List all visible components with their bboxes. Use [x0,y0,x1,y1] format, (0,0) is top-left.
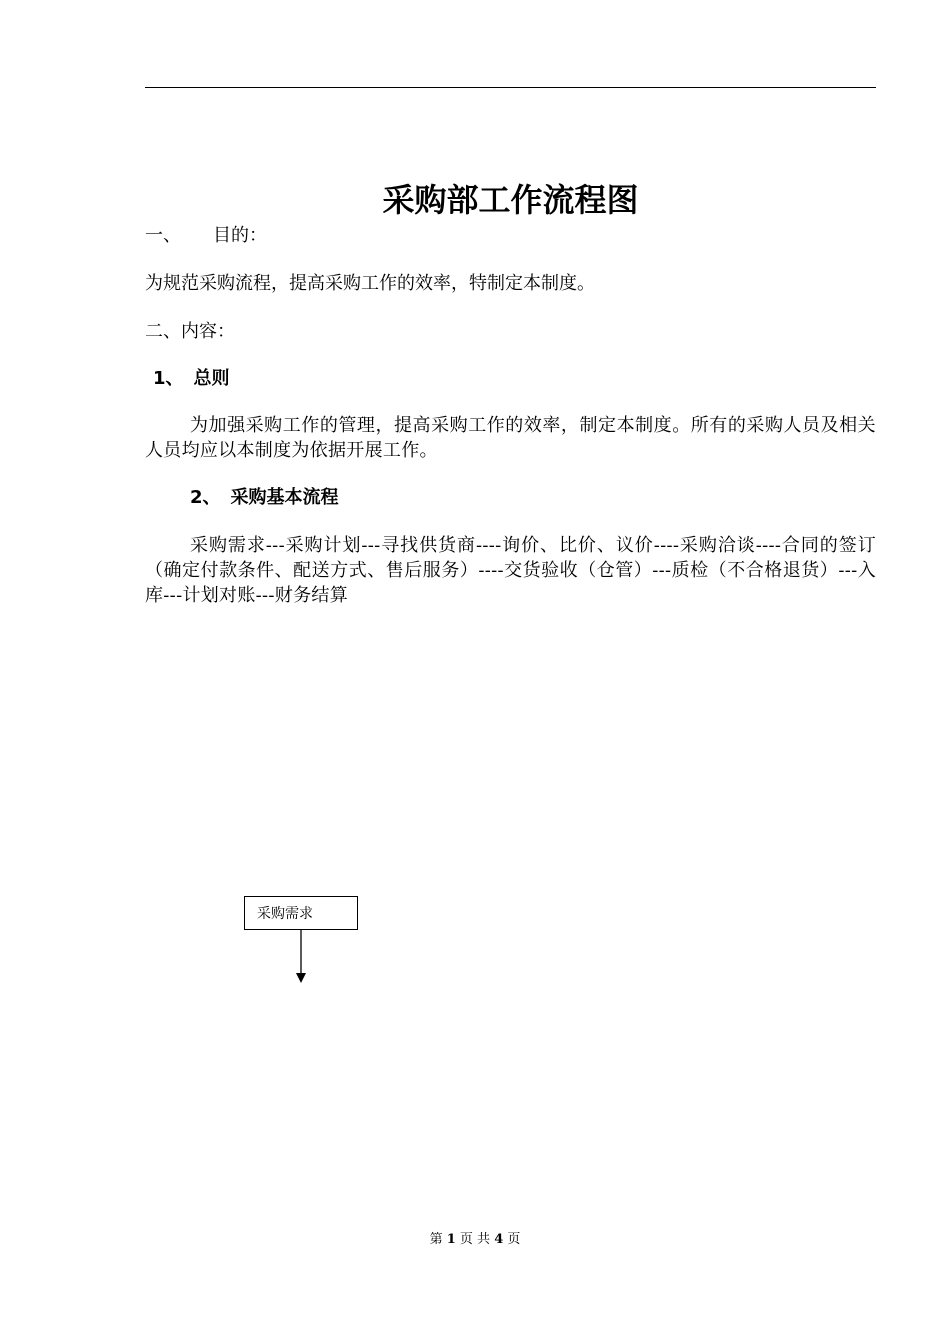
section-purpose-heading: 目的： [213,225,267,246]
footer-prefix: 第 [429,1232,443,1247]
process-paragraph: 采购需求---采购计划---寻找供货商----询价、比价、议价----采购洽谈----合同的签订（确定付款条件、配送方式、售后服务）----交货验收（仓管）---质检（不合格退货）---入库---计划对账---财务结算 [145,535,876,606]
purpose-text: 为规范采购流程，提高采购工作的效率，特制定本制度。 [145,273,595,294]
page-title: 采购部工作流程图 [382,181,639,219]
section-content-heading: 二、内容： [145,321,235,342]
page-footer [0,1231,950,1249]
flowchart-arrow-down-icon [292,930,312,986]
flowchart-start-box: 采购需求 [244,896,358,930]
footer-mid: 页 共 [459,1232,491,1247]
footer-suffix: 页 [507,1232,521,1247]
footer-page-total: 4 [494,1232,504,1247]
item-general-title: 总则 [193,368,230,389]
section-purpose [145,224,267,248]
item-general-label: 1、 [153,368,184,389]
item-process-title: 采购基本流程 [230,487,339,508]
header-rule [145,87,876,88]
general-paragraph: 为加强采购工作的管理，提高采购工作的效率，制定本制度。所有的采购人员及相关人员均应以本制度为依据开展工作。 [145,415,876,461]
item-process-heading [190,486,339,510]
item-general-heading [153,367,230,391]
section-purpose-label: 一、 [145,225,181,246]
item-process-label: 2、 [190,487,221,508]
footer-page-number: 1 [446,1232,456,1247]
